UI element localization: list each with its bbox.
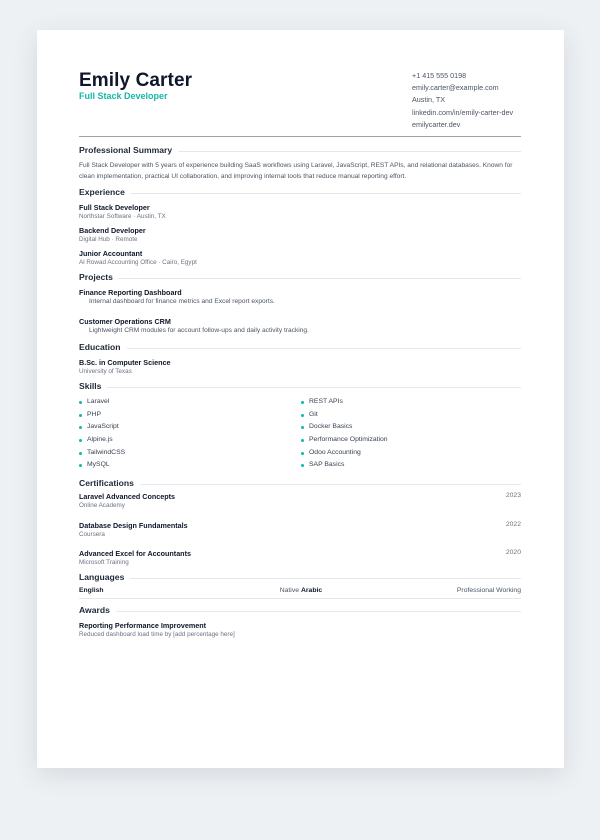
skill-label: Laravel [87,398,110,405]
bullet-icon [301,439,304,442]
skill-item [79,459,125,472]
job-company: Northstar Software · Austin, TX [79,213,166,220]
resume-content [79,70,521,639]
skill-item [79,409,125,422]
resume-page [37,30,564,768]
bullet-icon [301,426,304,429]
job-company: Al Rowad Accounting Office · Cairo, Egypt [79,259,197,266]
contact-linkedin[interactable]: linkedin.com/in/emily-carter-dev [412,107,514,117]
section-divider [79,278,521,279]
section-title: Certifications [79,478,140,488]
section-summary [79,145,521,182]
skill-label: REST APIs [309,398,343,405]
section-heading [79,572,521,585]
section-divider [79,611,521,612]
section-divider [79,193,521,194]
award-name: Reporting Performance Improvement [79,621,207,630]
section-divider [79,348,521,349]
contact-block [412,70,513,131]
summary-text: Full Stack Developer with 5 years of experience building SaaS workflows using Laravel, JavaScript, REST APIs, and relational databases. Known for clean implementation, practical UI collaboration, and improving internal tools that reduce manual reporting effort. [79,162,513,180]
section-title: Professional Summary [79,145,178,155]
award-description: Reduced dashboard load time by [add percentage here] [79,631,235,638]
certification-name: Laravel Advanced Concepts [79,492,175,501]
certification-year: 2020 [505,549,521,556]
section-heading [79,145,521,158]
certification-item [79,492,521,521]
section-skills [79,381,521,472]
skill-item [79,434,125,447]
skill-item [79,447,125,460]
skill-item [79,396,125,409]
language-name: English [79,587,104,594]
skill-label: MySQL [87,461,110,469]
language-level: Professional Working [456,587,521,594]
bullet-icon [79,439,82,442]
bullet-icon [301,452,304,455]
section-title: Languages [79,572,130,582]
skill-label: Alpine.js [87,436,113,444]
section-heading [79,272,521,285]
section-title: Awards [79,605,116,615]
skill-item [301,421,388,434]
skill-item [301,396,388,409]
project-description: Lightweight CRM modules for account follow-ups and daily activity tracking. [89,327,309,334]
section-awards [79,605,521,639]
job-title: Full Stack Developer [79,203,150,212]
section-title: Skills [79,381,107,391]
certification-year: 2022 [505,520,521,528]
certification-issuer: Microsoft Training [79,559,129,566]
skill-item [301,447,388,460]
section-title: Experience [79,187,131,197]
skill-item [79,421,125,434]
certification-year: 2023 [505,492,521,499]
skill-label: SAP Basics [309,461,345,469]
bullet-icon [301,414,304,417]
experience-item [79,226,521,244]
section-heading [79,187,521,200]
skills-column-left [79,396,125,472]
skills-grid [79,396,521,472]
bullet-icon [301,401,304,404]
skill-label: JavaScript [87,423,119,431]
candidate-name: Emily Carter [79,70,193,91]
skill-label: Odoo Accounting [309,448,361,456]
contact-email[interactable]: emily.carter@example.com [412,83,499,93]
languages-row [79,585,521,599]
section-title: Education [79,342,127,352]
project-name: Finance Reporting Dashboard [79,288,182,297]
experience-item [79,203,521,221]
skill-item [301,409,388,422]
language-name: Arabic [301,587,323,594]
section-heading [79,605,521,618]
job-title: Backend Developer [79,226,146,235]
skill-item [301,434,388,447]
contact-phone: +1 415 555 0198 [412,71,467,80]
award-item [79,621,521,639]
project-item [79,317,521,336]
education-item [79,358,521,376]
bullet-icon [301,464,304,467]
bullet-icon [79,464,82,467]
contact-website[interactable]: emilycarter.dev [412,119,461,129]
section-heading [79,342,521,355]
skill-label: Performance Optimization [309,436,388,444]
certification-issuer: Online Academy [79,502,125,509]
language-level: Native [279,587,299,594]
project-description: Internal dashboard for finance metrics and Excel report exports. [89,298,275,305]
job-company: Digital Hub · Remote [79,236,138,243]
certification-name: Advanced Excel for Accountants [79,549,191,558]
section-divider [79,484,521,485]
bullet-icon [79,401,82,404]
bullet-icon [79,452,82,455]
certification-name: Database Design Fundamentals [79,520,188,530]
bullet-icon [79,414,82,417]
section-certifications [79,478,521,569]
project-item [79,288,521,307]
degree-name: B.Sc. in Computer Science [79,358,171,367]
skill-label: PHP [87,410,101,418]
certification-issuer: Coursera [79,530,105,538]
section-experience [79,187,521,267]
section-projects [79,272,521,336]
section-heading [79,478,521,491]
skill-label: Docker Basics [309,423,353,431]
bullet-icon [79,426,82,429]
section-education [79,342,521,376]
contact-location: Austin, TX [412,95,446,105]
section-title: Projects [79,272,119,282]
resume-header [79,70,521,137]
school-name: University of Texas [79,368,132,375]
certification-item [79,549,521,569]
skill-label: Git [309,410,318,418]
experience-item [79,249,521,267]
section-heading [79,381,521,394]
skills-column-right [301,396,388,472]
section-divider [79,578,521,579]
job-title: Junior Accountant [79,249,143,258]
certification-item [79,521,521,550]
project-name: Customer Operations CRM [79,317,171,326]
candidate-role: Full Stack Developer [79,91,168,101]
skill-item [301,459,388,472]
section-languages [79,572,521,599]
skill-label: TailwindCSS [87,448,126,456]
section-divider [79,387,521,388]
